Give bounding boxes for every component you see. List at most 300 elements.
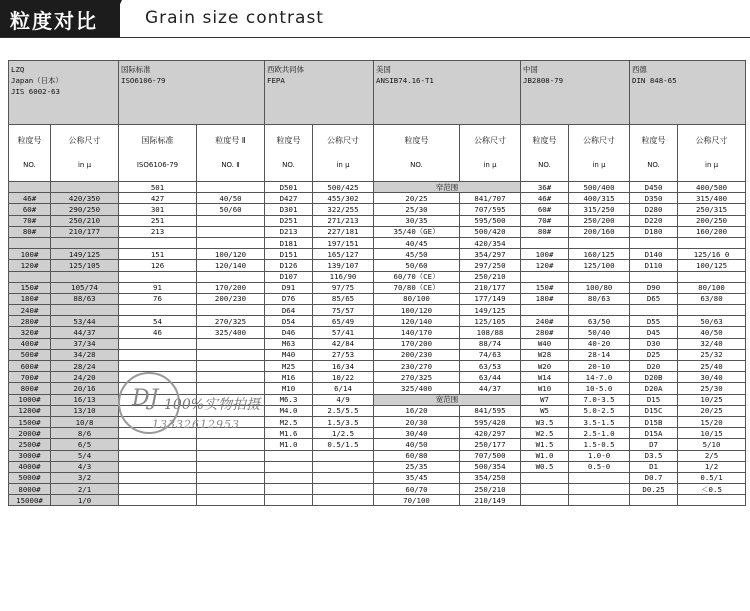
table-cell [119, 361, 197, 372]
table-cell [630, 495, 678, 506]
table-cell: 251 [119, 215, 197, 226]
table-cell: 841/707 [460, 193, 521, 204]
table-cell: 420/350 [51, 193, 119, 204]
table-cell: 707/595 [460, 204, 521, 215]
table-cell: 354/250 [460, 472, 521, 483]
table-cell: 30/35 [374, 215, 460, 226]
table-row [9, 226, 746, 237]
table-cell: 325/400 [374, 383, 460, 394]
table-cell: 40-20 [569, 338, 630, 349]
table-cell [119, 305, 197, 316]
table-row [9, 383, 746, 394]
table-cell: 5/10 [678, 439, 746, 450]
column-header-label: 粒度号 [404, 136, 429, 145]
table-cell: 25/35 [374, 461, 460, 472]
table-cell: 8/6 [51, 428, 119, 439]
table-cell: 800# [9, 383, 51, 394]
column-header-label: 公称尺寸 [68, 136, 101, 145]
standard-line: ANSIB74.16-T1 [376, 76, 434, 85]
table-cell: 57/41 [313, 327, 374, 338]
table-cell: 2.5/5.5 [313, 405, 374, 416]
table-cell: W5 [521, 405, 569, 416]
table-cell: 420/297 [460, 428, 521, 439]
table-cell: 80/63 [569, 293, 630, 304]
table-cell: 500/420 [460, 226, 521, 237]
table-cell: 70# [9, 215, 51, 226]
table-cell [197, 450, 265, 461]
table-cell: 88/74 [460, 338, 521, 349]
table-cell: M1.6 [265, 428, 313, 439]
table-cell: 100/120 [374, 305, 460, 316]
table-cell: 16/13 [51, 394, 119, 405]
column-header [119, 125, 197, 182]
standard-line: ISO6106-79 [121, 76, 166, 85]
table-cell: 20/16 [51, 383, 119, 394]
table-cell: W7 [521, 394, 569, 405]
table-cell: 16/20 [374, 405, 460, 416]
table-cell: 15/20 [678, 416, 746, 427]
table-cell: 40/50 [197, 193, 265, 204]
table-cell [119, 394, 197, 405]
table-cell [119, 338, 197, 349]
table-cell: 76 [119, 293, 197, 304]
table-cell [521, 271, 569, 282]
column-header-unit: in μ [592, 161, 606, 169]
table-cell: 150# [9, 282, 51, 293]
table-cell: 600# [9, 361, 51, 372]
table-cell: 80# [521, 226, 569, 237]
table-cell: 250/210 [460, 484, 521, 495]
table-cell: 500/354 [460, 461, 521, 472]
table-cell: 2.5-1.0 [569, 428, 630, 439]
table-cell: 25/30 [374, 204, 460, 215]
table-cell: D251 [265, 215, 313, 226]
table-cell [197, 237, 265, 248]
table-cell: 250/210 [51, 215, 119, 226]
column-header-unit: NO. [282, 161, 295, 169]
table-cell [569, 472, 630, 483]
table-cell: 1000# [9, 394, 51, 405]
standards-row [9, 61, 746, 125]
table-cell [197, 472, 265, 483]
section-label-cell: 窄范围 [374, 182, 521, 193]
table-cell: 75/57 [313, 305, 374, 316]
banner-title-cn: 粒度对比 [10, 9, 98, 33]
table-cell: W20 [521, 361, 569, 372]
table-row [9, 282, 746, 293]
table-cell: ＜0.5 [678, 484, 746, 495]
column-header [678, 125, 746, 182]
table-cell: 105/74 [51, 282, 119, 293]
column-header [313, 125, 374, 182]
column-header [51, 125, 119, 182]
table-cell: 420/354 [460, 237, 521, 248]
table-cell: D76 [265, 293, 313, 304]
table-cell [265, 472, 313, 483]
table-cell [197, 416, 265, 427]
table-cell: 270/325 [197, 316, 265, 327]
table-cell: 301 [119, 204, 197, 215]
column-header-unit: NO. [647, 161, 660, 169]
table-cell: 20/25 [374, 193, 460, 204]
table-row [9, 428, 746, 439]
table-cell: 13/10 [51, 405, 119, 416]
table-cell [678, 305, 746, 316]
column-header-label: 公称尺寸 [327, 136, 359, 145]
table-cell: D45 [630, 327, 678, 338]
standard-cell [265, 61, 374, 125]
table-cell: D126 [265, 260, 313, 271]
table-cell [197, 383, 265, 394]
table-cell: 325/400 [197, 327, 265, 338]
table-cell: 50/40 [569, 327, 630, 338]
table-cell: 120# [521, 260, 569, 271]
table-cell [51, 237, 119, 248]
table-cell: 30/40 [678, 372, 746, 383]
table-cell: 0.5-0 [569, 461, 630, 472]
table-cell: 200/250 [678, 215, 746, 226]
table-row [9, 394, 746, 405]
table-cell: D20A [630, 383, 678, 394]
table-cell: 60/70 [374, 484, 460, 495]
banner-title-en: Grain size contrast [145, 8, 324, 28]
table-cell [197, 495, 265, 506]
table-cell [313, 472, 374, 483]
table-cell [197, 428, 265, 439]
table-cell: 5000# [9, 472, 51, 483]
table-cell: 14-7.0 [569, 372, 630, 383]
grain-size-table-wrapper [8, 60, 745, 506]
table-cell: 60# [9, 204, 51, 215]
table-cell: 170/200 [197, 282, 265, 293]
table-cell: 85/65 [313, 293, 374, 304]
table-cell [265, 495, 313, 506]
table-cell: 315/400 [678, 193, 746, 204]
table-cell: D15B [630, 416, 678, 427]
column-header-label: 粒度号 [276, 136, 301, 145]
column-header-label: 公称尺寸 [474, 136, 506, 145]
table-cell: 160/125 [569, 249, 630, 260]
table-cell: 595/420 [460, 416, 521, 427]
table-cell [630, 271, 678, 282]
table-cell: 24/20 [51, 372, 119, 383]
table-cell: 37/34 [51, 338, 119, 349]
table-cell: W14 [521, 372, 569, 383]
table-cell: D0.7 [630, 472, 678, 483]
table-cell [569, 305, 630, 316]
table-row [9, 472, 746, 483]
table-cell: 322/255 [313, 204, 374, 215]
table-cell: 100# [9, 249, 51, 260]
table-row [9, 361, 746, 372]
table-row [9, 439, 746, 450]
table-row [9, 249, 746, 260]
table-cell: 197/151 [313, 237, 374, 248]
table-cell: 165/127 [313, 249, 374, 260]
table-cell: 88/63 [51, 293, 119, 304]
table-cell: 280# [9, 316, 51, 327]
column-header-label: 公称尺寸 [583, 136, 616, 145]
table-cell: 53/44 [51, 316, 119, 327]
standard-cell [521, 61, 630, 125]
table-cell: 25/40 [678, 361, 746, 372]
table-cell [313, 450, 374, 461]
column-header-unit: in μ [705, 161, 719, 169]
table-cell: 240# [9, 305, 51, 316]
table-cell: 91 [119, 282, 197, 293]
table-cell: 70/80（CE） [374, 282, 460, 293]
table-cell: D55 [630, 316, 678, 327]
table-cell: 15000# [9, 495, 51, 506]
table-cell [569, 271, 630, 282]
table-cell: 44/37 [460, 383, 521, 394]
table-cell: 116/90 [313, 271, 374, 282]
table-cell: 46# [521, 193, 569, 204]
column-header [265, 125, 313, 182]
table-cell: 28/24 [51, 361, 119, 372]
table-cell [197, 439, 265, 450]
standard-line: FEPA [267, 76, 285, 85]
table-row [9, 484, 746, 495]
table-cell: 297/250 [460, 260, 521, 271]
table-cell: 3.5-1.5 [569, 416, 630, 427]
column-header-unit: in μ [483, 161, 497, 169]
table-cell [197, 484, 265, 495]
table-cell: 210/177 [51, 226, 119, 237]
table-cell: 120/140 [374, 316, 460, 327]
table-cell: 200/230 [374, 349, 460, 360]
table-cell: 10/25 [678, 394, 746, 405]
table-cell: D301 [265, 204, 313, 215]
table-cell: 210/177 [460, 282, 521, 293]
table-cell: D350 [630, 193, 678, 204]
table-cell [119, 428, 197, 439]
watermark-text: 100%实物拍摄 [164, 397, 261, 413]
table-cell: 35/40（GE） [374, 226, 460, 237]
table-cell: 5.0-2.5 [569, 405, 630, 416]
table-row [9, 204, 746, 215]
table-cell: 20/25 [678, 405, 746, 416]
table-cell: M6.3 [265, 394, 313, 405]
column-header [460, 125, 521, 182]
table-cell [197, 226, 265, 237]
table-cell: 60# [521, 204, 569, 215]
table-cell [119, 383, 197, 394]
table-cell [119, 450, 197, 461]
table-cell [197, 349, 265, 360]
standard-cell [119, 61, 265, 125]
table-cell: 271/213 [313, 215, 374, 226]
column-header-unit: ISO6106-79 [136, 161, 179, 169]
table-cell [265, 484, 313, 495]
table-cell: 100/120 [197, 249, 265, 260]
table-cell: 500/400 [569, 182, 630, 193]
table-cell: 20/30 [374, 416, 460, 427]
table-cell: 63/80 [678, 293, 746, 304]
table-cell: 4/9 [313, 394, 374, 405]
column-header-row [9, 125, 746, 182]
section-label-cell: 宽范围 [374, 394, 521, 405]
standard-cell [374, 61, 521, 125]
table-cell: 227/181 [313, 226, 374, 237]
table-cell: 50/60 [374, 260, 460, 271]
table-cell: 2000# [9, 428, 51, 439]
table-cell: 80/100 [678, 282, 746, 293]
standard-line: 国际标准 [121, 65, 151, 74]
standard-line: Japan（日本） [11, 76, 63, 85]
table-cell: 30/40 [374, 428, 460, 439]
table-cell: W0.5 [521, 461, 569, 472]
table-cell [569, 495, 630, 506]
table-cell: 149/125 [51, 249, 119, 260]
table-cell: M2.5 [265, 416, 313, 427]
table-cell: 3/2 [51, 472, 119, 483]
table-cell: 0.5/1.5 [313, 439, 374, 450]
table-cell [313, 495, 374, 506]
table-row [9, 461, 746, 472]
table-cell: 500# [9, 349, 51, 360]
table-cell [119, 405, 197, 416]
table-cell: 42/84 [313, 338, 374, 349]
column-header-unit: NO. [538, 161, 551, 169]
table-row [9, 349, 746, 360]
column-header-unit: NO. [410, 161, 423, 169]
table-cell [119, 472, 197, 483]
table-cell: D15C [630, 405, 678, 416]
table-cell: 177/149 [460, 293, 521, 304]
table-cell [51, 182, 119, 193]
table-cell [119, 495, 197, 506]
table-cell: 151 [119, 249, 197, 260]
table-cell [51, 305, 119, 316]
table-cell: 36# [521, 182, 569, 193]
table-cell: 400/315 [569, 193, 630, 204]
table-cell: 1500# [9, 416, 51, 427]
table-row [9, 215, 746, 226]
table-cell: D90 [630, 282, 678, 293]
table-cell: 25/32 [678, 349, 746, 360]
table-cell: 46 [119, 327, 197, 338]
table-cell: 125/16 0 [678, 249, 746, 260]
table-row [9, 305, 746, 316]
table-cell: 80# [9, 226, 51, 237]
table-cell [197, 405, 265, 416]
table-cell [569, 484, 630, 495]
table-cell: 315/250 [569, 204, 630, 215]
table-cell: 35/45 [374, 472, 460, 483]
table-cell: 170/200 [374, 338, 460, 349]
column-header-label: 国际标准 [141, 136, 174, 145]
table-cell: 60/70（CE） [374, 271, 460, 282]
table-cell: 230/270 [374, 361, 460, 372]
table-cell: W1.5 [521, 439, 569, 450]
standard-line: JIS 6002-63 [11, 87, 60, 96]
table-cell: M40 [265, 349, 313, 360]
table-cell: M1.0 [265, 439, 313, 450]
banner [0, 0, 750, 38]
table-cell: 200/230 [197, 293, 265, 304]
table-cell: D20 [630, 361, 678, 372]
table-cell: D427 [265, 193, 313, 204]
table-row [9, 182, 746, 193]
table-cell: 0.5/1 [678, 472, 746, 483]
column-header [374, 125, 460, 182]
column-header-label: 粒度号 [641, 136, 666, 145]
table-cell: W1.0 [521, 450, 569, 461]
table-cell [197, 361, 265, 372]
table-cell: 25/30 [678, 383, 746, 394]
table-cell [9, 182, 51, 193]
table-cell: 20-10 [569, 361, 630, 372]
table-cell: 46# [9, 193, 51, 204]
table-cell: 10/15 [678, 428, 746, 439]
table-cell: D7 [630, 439, 678, 450]
table-cell: D15 [630, 394, 678, 405]
table-cell: 70/100 [374, 495, 460, 506]
table-cell: 180# [9, 293, 51, 304]
column-header [197, 125, 265, 182]
table-cell [678, 495, 746, 506]
table-cell: 100# [521, 249, 569, 260]
table-cell: 63/50 [569, 316, 630, 327]
table-cell [521, 484, 569, 495]
column-header [9, 125, 51, 182]
table-row [9, 450, 746, 461]
table-row [9, 271, 746, 282]
table-cell [197, 215, 265, 226]
table-cell: 501 [119, 182, 197, 193]
table-cell [630, 305, 678, 316]
table-cell: 427 [119, 193, 197, 204]
table-cell: 65/49 [313, 316, 374, 327]
table-cell: D151 [265, 249, 313, 260]
table-cell: 10/8 [51, 416, 119, 427]
table-cell: D91 [265, 282, 313, 293]
table-cell: 40/45 [374, 237, 460, 248]
table-cell [9, 237, 51, 248]
standard-line: JB2808-79 [523, 76, 564, 85]
table-cell: 140/170 [374, 327, 460, 338]
table-cell: 200/160 [569, 226, 630, 237]
table-cell: D3.5 [630, 450, 678, 461]
table-cell: D25 [630, 349, 678, 360]
table-cell: M4.0 [265, 405, 313, 416]
column-header-unit: NO. [23, 161, 36, 169]
table-cell [569, 237, 630, 248]
table-cell [678, 237, 746, 248]
standard-line: 西欧共同体 [267, 65, 304, 74]
table-cell: 160/200 [678, 226, 746, 237]
table-cell: 400/500 [678, 182, 746, 193]
table-row [9, 316, 746, 327]
table-cell: 74/63 [460, 349, 521, 360]
table-cell: D15A [630, 428, 678, 439]
standard-line: DIN 848-65 [632, 76, 677, 85]
table-cell: 250/177 [460, 439, 521, 450]
table-cell: W40 [521, 338, 569, 349]
table-cell: 5/4 [51, 450, 119, 461]
table-cell [197, 461, 265, 472]
table-row [9, 293, 746, 304]
table-cell: 108/88 [460, 327, 521, 338]
table-cell: 120/140 [197, 260, 265, 271]
table-cell: M63 [265, 338, 313, 349]
table-cell: D65 [630, 293, 678, 304]
standard-cell [9, 61, 119, 125]
table-cell: 27/53 [313, 349, 374, 360]
table-cell: D1 [630, 461, 678, 472]
table-cell: 280# [521, 327, 569, 338]
